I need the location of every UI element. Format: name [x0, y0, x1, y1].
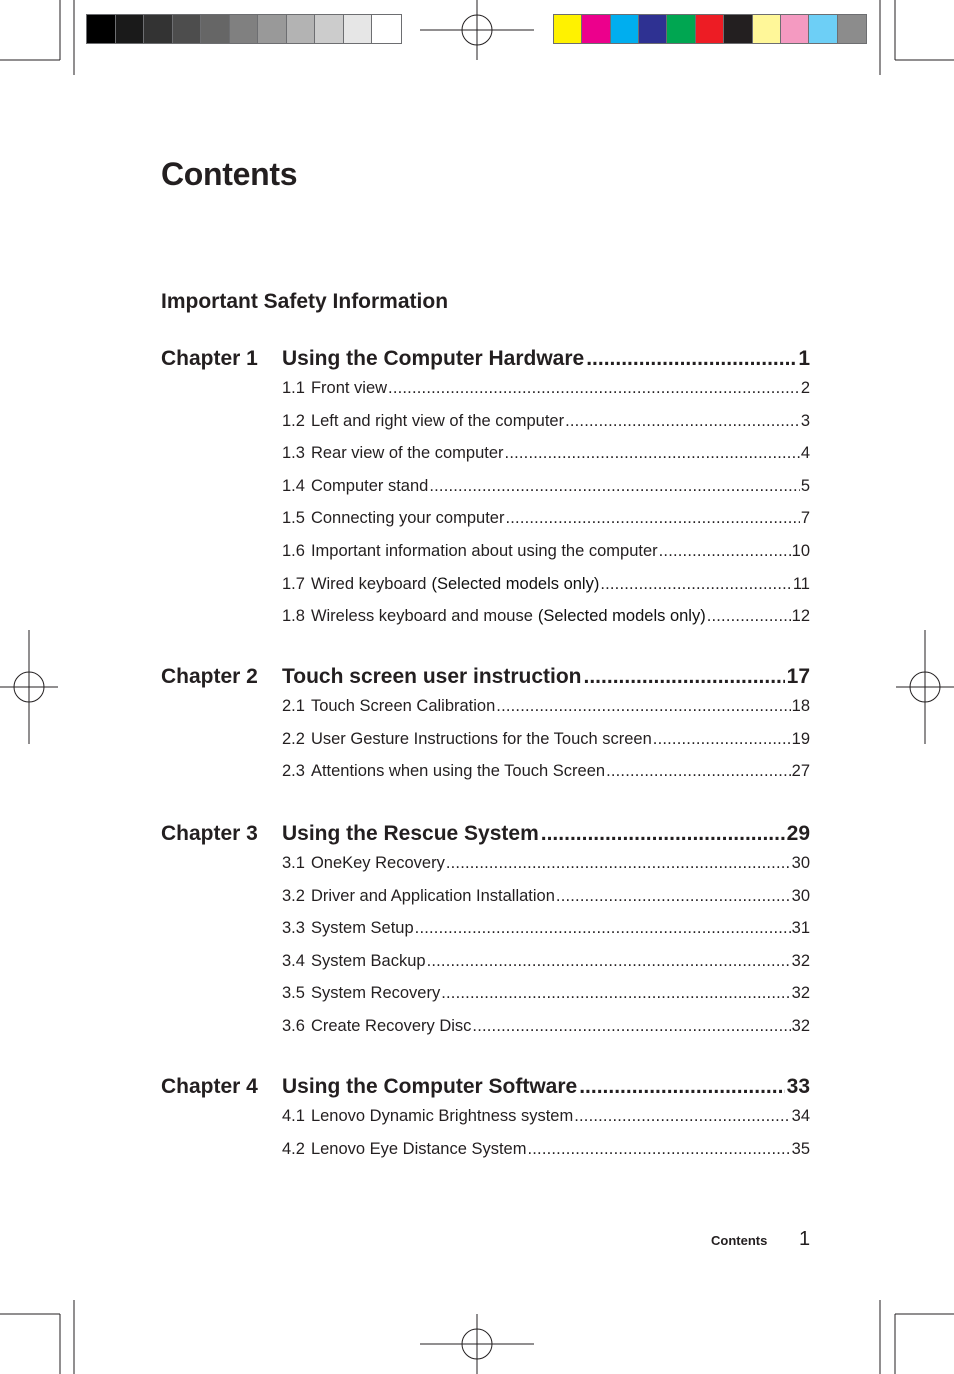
- color-swatch: [753, 15, 781, 43]
- section-entry[interactable]: [282, 575, 810, 608]
- section-entry[interactable]: [282, 379, 810, 412]
- page-title: Contents: [161, 156, 298, 192]
- gray-swatch: [144, 15, 173, 43]
- section-title: User Gesture Instructions for the Touch screen: [310, 729, 652, 748]
- section-title: System Recovery: [310, 984, 441, 1003]
- section-title: System Setup: [310, 919, 414, 938]
- chapter-entry[interactable]: [161, 665, 810, 695]
- section-title: Wired keyboard: [310, 574, 427, 593]
- section-entry[interactable]: [282, 509, 810, 542]
- color-swatch: [639, 15, 667, 43]
- color-swatch: [696, 15, 724, 43]
- section-number: 4.1: [282, 1107, 305, 1125]
- chapter-entry[interactable]: [161, 822, 810, 852]
- section-title: Computer stand: [310, 476, 429, 495]
- section-page-number: 32: [791, 984, 810, 1003]
- section-title: OneKey Recovery: [310, 854, 445, 872]
- section-title: Left and right view of the computer: [310, 411, 565, 430]
- gray-swatch: [315, 15, 344, 43]
- dot-leader: [505, 509, 799, 528]
- section-number: 3.3: [282, 919, 305, 938]
- section-number: 1.1: [282, 379, 305, 397]
- chapter-title: Touch screen user instruction: [282, 665, 582, 688]
- gray-swatch: [173, 15, 202, 43]
- chapter-entry[interactable]: [161, 1075, 810, 1105]
- chapter-page-number: 17: [786, 665, 810, 688]
- grayscale-calibration-bar: [86, 14, 402, 44]
- chapter-number: Chapter 3: [161, 822, 258, 845]
- section-number: 2.1: [282, 697, 305, 715]
- color-swatch: [781, 15, 809, 43]
- chapter-page-number: 29: [786, 822, 810, 845]
- section-number: 3.1: [282, 854, 305, 872]
- section-title: System Backup: [310, 951, 426, 970]
- section-entry[interactable]: [282, 762, 810, 795]
- chapter-number: Chapter 1: [161, 347, 258, 370]
- section-title: Touch Screen Calibration: [310, 697, 496, 715]
- section-page-number: 32: [791, 1016, 810, 1035]
- chapter-title: Using the Computer Hardware: [282, 347, 585, 370]
- gray-swatch: [87, 15, 116, 43]
- dot-leader: [541, 822, 785, 846]
- gray-swatch: [201, 15, 230, 43]
- registration-target-top: [420, 0, 534, 60]
- section-list: [282, 697, 810, 795]
- section-page-number: 11: [792, 574, 810, 593]
- section-entry[interactable]: [282, 952, 810, 985]
- section-list: [282, 1107, 810, 1172]
- gray-swatch: [116, 15, 145, 43]
- section-entry[interactable]: [282, 697, 810, 730]
- section-page-number: 31: [791, 919, 810, 938]
- section-page-number: 19: [791, 729, 810, 748]
- section-number: 1.2: [282, 411, 305, 430]
- dot-leader: [659, 542, 791, 561]
- color-swatch: [554, 15, 582, 43]
- chapter-block: [161, 1075, 810, 1172]
- dot-leader: [584, 665, 785, 689]
- footer-section-label: Contents: [711, 1233, 768, 1248]
- section-page-number: 2: [800, 379, 810, 397]
- dot-leader: [415, 919, 791, 938]
- color-swatch: [809, 15, 837, 43]
- chapter-block: [161, 347, 810, 640]
- dot-leader: [496, 697, 790, 716]
- section-number: 2.2: [282, 729, 305, 748]
- section-page-number: 30: [791, 854, 810, 872]
- section-number: 1.4: [282, 476, 305, 495]
- section-title: Lenovo Eye Distance System: [310, 1139, 527, 1158]
- dot-leader: [527, 1140, 790, 1159]
- dot-leader: [505, 444, 800, 463]
- safety-information-heading: Important Safety Information: [161, 290, 449, 313]
- section-title: Connecting your computer: [310, 509, 505, 528]
- section-entry[interactable]: [282, 412, 810, 445]
- section-list: [282, 854, 810, 1050]
- footer-page-number: 1: [799, 1228, 811, 1250]
- dot-leader: [707, 607, 791, 626]
- color-swatch: [582, 15, 610, 43]
- section-number: 4.2: [282, 1139, 305, 1158]
- section-page-number: 3: [800, 411, 810, 430]
- section-number: 2.3: [282, 762, 305, 781]
- color-swatch: [611, 15, 639, 43]
- section-number: 3.2: [282, 886, 305, 905]
- section-page-number: 12: [791, 607, 810, 626]
- section-title: Important information about using the computer: [310, 541, 658, 560]
- chapter-entry[interactable]: [161, 347, 810, 377]
- dot-leader: [556, 887, 791, 906]
- chapter-page-number: 1: [798, 347, 810, 370]
- section-entry[interactable]: [282, 477, 810, 510]
- section-title: Attentions when using the Touch Screen: [310, 762, 606, 781]
- section-title: Wireless keyboard and mouse: [310, 607, 533, 626]
- section-number: 3.4: [282, 951, 305, 970]
- section-title: Driver and Application Installation: [310, 886, 555, 905]
- section-title: Rear view of the computer: [310, 444, 504, 463]
- section-note: (Selected models only): [431, 574, 600, 593]
- dot-leader: [429, 477, 799, 496]
- dot-leader: [441, 984, 790, 1003]
- section-number: 1.6: [282, 541, 305, 560]
- section-entry[interactable]: [282, 887, 810, 920]
- section-entry[interactable]: [282, 607, 810, 640]
- chapter-title: Using the Computer Software: [282, 1075, 578, 1098]
- gray-swatch: [287, 15, 316, 43]
- section-number: 1.3: [282, 444, 305, 463]
- dot-leader: [446, 854, 791, 873]
- section-entry[interactable]: [282, 444, 810, 477]
- chapter-number: Chapter 2: [161, 665, 258, 688]
- section-entry[interactable]: [282, 1140, 810, 1173]
- section-number: 3.6: [282, 1016, 305, 1035]
- section-number: 1.5: [282, 509, 305, 528]
- dot-leader: [586, 347, 796, 371]
- color-swatch: [724, 15, 752, 43]
- section-number: 1.7: [282, 574, 305, 593]
- section-number: 3.5: [282, 984, 305, 1003]
- chapter-page-number: 33: [786, 1075, 810, 1098]
- chapter-block: [161, 665, 810, 795]
- gray-swatch: [344, 15, 373, 43]
- dot-leader: [388, 379, 800, 398]
- section-page-number: 4: [800, 444, 810, 463]
- registration-target-left: [0, 630, 58, 744]
- chapter-number: Chapter 4: [161, 1075, 258, 1098]
- section-page-number: 27: [791, 762, 810, 781]
- section-entry[interactable]: [282, 1107, 810, 1140]
- section-entry[interactable]: [282, 854, 810, 887]
- section-page-number: 18: [791, 697, 810, 715]
- dot-leader: [565, 412, 800, 431]
- section-page-number: 30: [791, 886, 810, 905]
- gray-swatch: [372, 15, 401, 43]
- dot-leader: [606, 762, 791, 781]
- section-entry[interactable]: [282, 919, 810, 952]
- section-page-number: 5: [800, 476, 810, 495]
- registration-target-right: [896, 630, 954, 744]
- color-swatch: [667, 15, 695, 43]
- section-page-number: 34: [791, 1107, 810, 1125]
- section-number: 1.8: [282, 607, 305, 626]
- section-page-number: 7: [800, 509, 810, 528]
- section-note: (Selected models only): [537, 607, 706, 626]
- section-title: Front view: [310, 379, 388, 397]
- section-title: Lenovo Dynamic Brightness system: [310, 1107, 574, 1125]
- section-page-number: 35: [791, 1139, 810, 1158]
- dot-leader: [574, 1107, 790, 1126]
- dot-leader: [600, 575, 792, 594]
- gray-swatch: [258, 15, 287, 43]
- section-page-number: 32: [791, 951, 810, 970]
- gray-swatch: [230, 15, 259, 43]
- dot-leader: [472, 1017, 790, 1036]
- section-entry[interactable]: [282, 984, 810, 1017]
- section-entry[interactable]: [282, 730, 810, 763]
- dot-leader: [427, 952, 791, 971]
- section-entry[interactable]: [282, 1017, 810, 1050]
- registration-target-bottom: [420, 1314, 534, 1374]
- dot-leader: [579, 1075, 784, 1099]
- color-calibration-bar: [553, 14, 867, 44]
- chapter-title: Using the Rescue System: [282, 822, 539, 845]
- section-page-number: 10: [791, 541, 810, 560]
- section-list: [282, 379, 810, 640]
- chapter-block: [161, 822, 810, 1050]
- color-swatch: [838, 15, 866, 43]
- section-entry[interactable]: [282, 542, 810, 575]
- section-title: Create Recovery Disc: [310, 1016, 472, 1035]
- dot-leader: [653, 730, 791, 749]
